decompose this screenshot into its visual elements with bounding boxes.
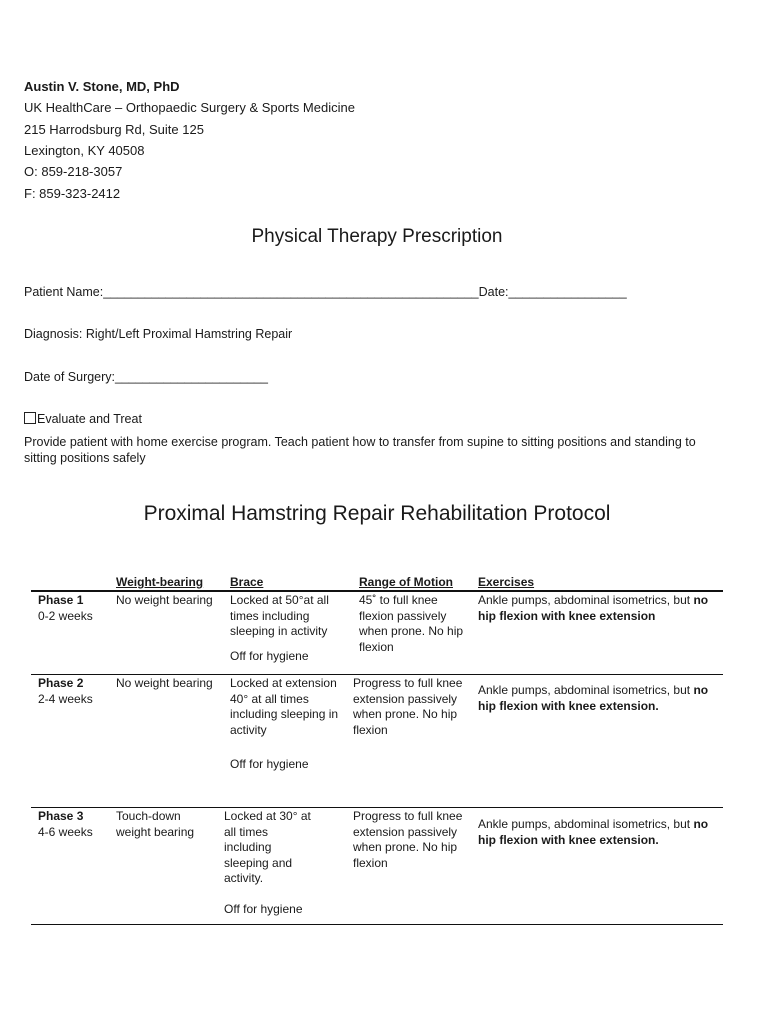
header-brace: Brace — [230, 575, 264, 589]
weight-bearing-cell: No weight bearing — [116, 676, 213, 690]
exercises-text: Ankle pumps, abdominal isometrics, but — [478, 593, 694, 607]
exercises-warning: no hip flexion with knee extension — [478, 593, 709, 623]
brace-text: Locked at 50°at all times including sleeping in activity — [230, 593, 329, 638]
phase-name: Phase 2 — [38, 676, 84, 690]
protocol-title: Proximal Hamstring Repair Rehabilitation Protocol — [143, 502, 611, 525]
phase-name: Phase 1 — [38, 593, 84, 607]
office-phone: O: 859-218-3057 — [24, 164, 123, 179]
surgery-date-field — [24, 370, 268, 384]
exercises-text: Ankle pumps, abdominal isometrics, but — [478, 817, 694, 831]
diagnosis: Diagnosis: Right/Left Proximal Hamstring Repair — [24, 327, 293, 341]
surgery-date-label: Date of Surgery: — [24, 370, 116, 384]
rom-cell: Progress to full knee extension passively when prone. No hip flexion — [353, 809, 463, 870]
brace-cell — [230, 676, 348, 773]
exercises-text: Ankle pumps, abdominal isometrics, but — [478, 683, 694, 697]
brace-text: Locked at 30° at all times including sleeping and activity. — [224, 809, 311, 885]
date-blank[interactable]: _________________ — [508, 285, 627, 299]
row-divider — [31, 674, 723, 675]
evaluate-label: Evaluate and Treat — [37, 412, 142, 426]
brace-note: Off for hygiene — [230, 648, 309, 663]
patient-name-blank[interactable]: ______________________________________________________ — [103, 285, 479, 299]
weight-bearing-cell: Touch-down weight bearing — [116, 809, 195, 839]
phase-cell — [38, 676, 113, 707]
exercises-warning: no hip flexion with knee extension. — [478, 683, 709, 713]
phase-weeks: 0-2 weeks — [38, 608, 93, 623]
phase-cell — [38, 593, 113, 624]
instructions: Provide patient with home exercise program. Teach patient how to transfer from supine to sitting positions and standing to sitting positions safely — [24, 435, 696, 465]
exercises-warning: no hip flexion with knee extension. — [478, 817, 709, 847]
address-line1: 215 Harrodsburg Rd, Suite 125 — [24, 122, 204, 137]
phase-weeks: 2-4 weeks — [38, 691, 93, 706]
exercises-cell — [478, 593, 714, 624]
brace-note: Off for hygiene — [224, 901, 303, 916]
phase-name: Phase 3 — [38, 809, 84, 823]
phase-cell — [38, 809, 113, 840]
exercises-cell — [478, 683, 718, 714]
rom-cell: Progress to full knee extension passively when prone. No hip flexion — [353, 676, 463, 737]
doctor-name: Austin V. Stone, MD, PhD — [24, 79, 180, 94]
prescription-title: Physical Therapy Prescription — [251, 226, 503, 247]
exercises-cell — [478, 817, 718, 848]
patient-name-field — [24, 285, 627, 299]
row-divider — [31, 807, 723, 808]
table-header-rule — [31, 590, 723, 592]
header-range-of-motion: Range of Motion — [359, 575, 453, 589]
address-line2: Lexington, KY 40508 — [24, 143, 145, 158]
header-exercises: Exercises — [478, 575, 535, 589]
evaluate-checkbox[interactable] — [24, 412, 36, 424]
weight-bearing-cell: No weight bearing — [116, 593, 213, 607]
evaluate-treat-option[interactable] — [24, 412, 142, 426]
brace-cell — [230, 593, 350, 664]
header-weight-bearing: Weight-bearing — [116, 575, 204, 589]
practice-name: UK HealthCare – Orthopaedic Surgery & Sports Medicine — [24, 100, 355, 115]
patient-name-label: Patient Name: — [24, 285, 104, 299]
brace-text: Locked at extension 40° at all times including sleeping in activity — [230, 676, 339, 737]
brace-cell — [224, 809, 318, 917]
phase-weeks: 4-6 weeks — [38, 824, 93, 839]
brace-note: Off for hygiene — [230, 757, 309, 771]
rom-cell: 45˚ to full knee flexion passively when prone. No hip flexion — [359, 593, 464, 654]
table-bottom-rule — [31, 924, 723, 925]
date-label: Date: — [478, 285, 509, 299]
surgery-date-blank[interactable]: ______________________ — [115, 370, 268, 384]
fax-number: F: 859-323-2412 — [24, 186, 121, 201]
